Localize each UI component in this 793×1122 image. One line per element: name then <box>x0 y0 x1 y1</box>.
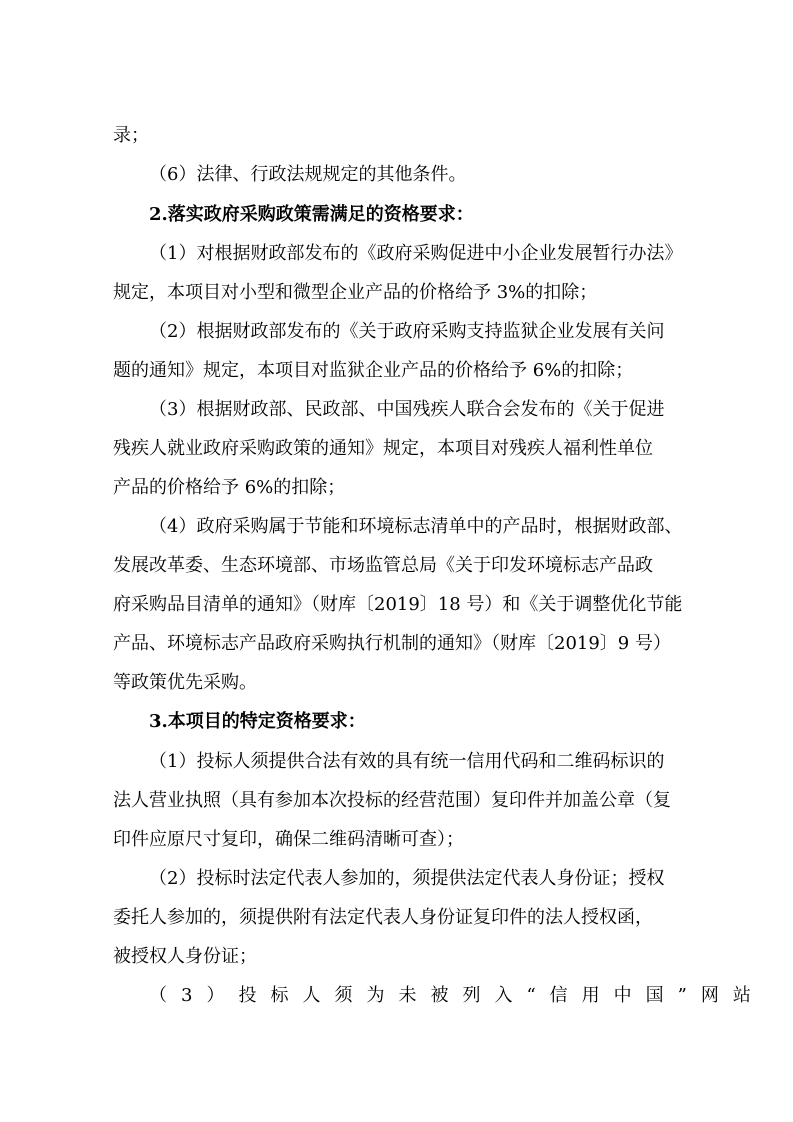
text-line: 产品、环境标志产品政府采购执行机制的通知》（财库〔2019〕9 号） <box>113 633 671 654</box>
list-item: （6）法律、行政法规规定的其他条件。 <box>149 164 467 185</box>
text-line: 法人营业执照（具有参加本次投标的经营范围）复印件并加盖公章（复 <box>113 790 671 811</box>
list-item: （2）投标时法定代表人参加的，须提供法定代表人身份证；授权 <box>149 868 665 889</box>
text-line: 等政策优先采购。 <box>113 672 257 693</box>
text-line: 府采购品目清单的通知》（财库〔2019〕18 号）和《关于调整优化节能 <box>113 594 683 615</box>
text-line: 被授权人身份证； <box>113 946 257 967</box>
text-line: 题的通知》规定，本项目对监狱企业产品的价格给予 6%的扣除； <box>113 360 634 381</box>
list-item: （3）根据财政部、民政部、中国残疾人联合会发布的《关于促进 <box>149 399 665 420</box>
text-line: 规定，本项目对小型和微型企业产品的价格给予 3%的扣除； <box>113 282 598 303</box>
list-item: （4）政府采购属于节能和环境标志清单中的产品时，根据财政部、 <box>149 516 683 537</box>
list-item: （1）投标人须提供合法有效的具有统一信用代码和二维码标识的 <box>149 751 665 772</box>
text-line: 残疾人就业政府采购政策的通知》规定，本项目对残疾人福利性单位 <box>113 438 653 459</box>
text-line: 委托人参加的，须提供附有法定代表人身份证复印件的法人授权函， <box>113 907 653 928</box>
text-line: 发展改革委、生态环境部、市场监管总局《关于印发环境标志产品政 <box>113 555 653 576</box>
list-item: （2）根据财政部发布的《关于政府采购支持监狱企业发展有关问 <box>149 321 665 342</box>
text-line: 产品的价格给予 6%的扣除； <box>113 477 346 498</box>
list-item: （1）对根据财政部发布的《政府采购促进中小企业发展暂行办法》 <box>149 243 683 264</box>
list-item: （3）投标人须为未被列入“信用中国”网站 <box>149 985 765 1006</box>
section-heading: 3.本项目的特定资格要求： <box>149 711 366 732</box>
text-line: 录； <box>113 125 149 146</box>
text-line: 印件应原尺寸复印，确保二维码清晰可查）； <box>113 829 464 850</box>
section-heading: 2.落实政府采购政策需满足的资格要求： <box>149 204 474 225</box>
